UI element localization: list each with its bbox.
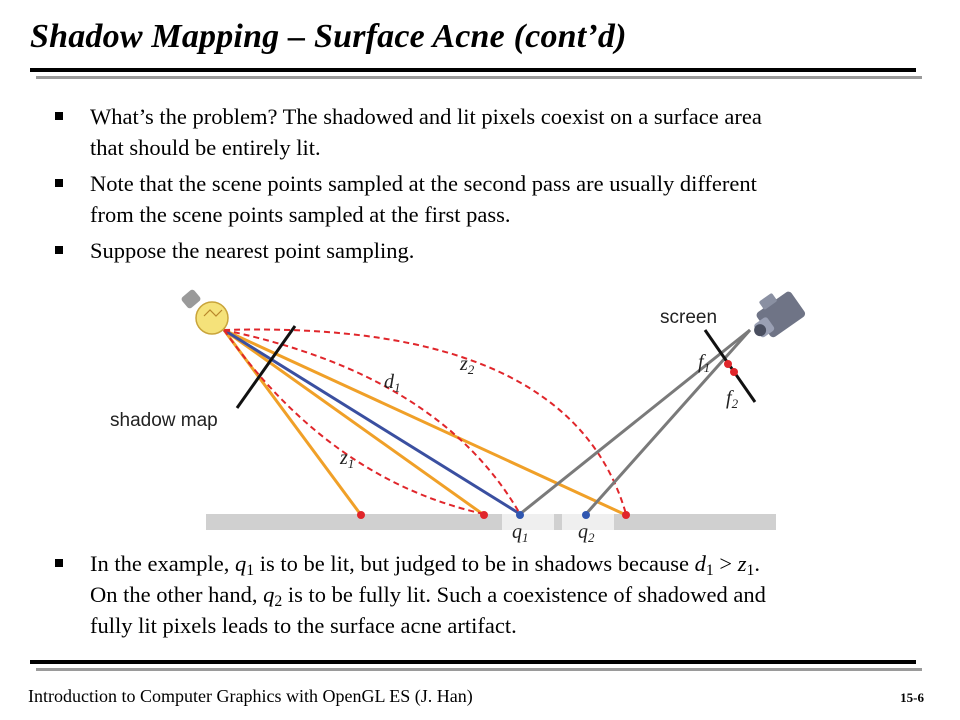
floor-point-red <box>480 511 488 519</box>
label-shadow-map: shadow map <box>110 410 218 431</box>
label-f2: $f_2$ <box>726 387 739 411</box>
label-z1: $z_1$ <box>340 447 355 471</box>
title-rule <box>30 68 922 82</box>
bottom-bullet-list <box>55 548 915 641</box>
floor-point-q2 <box>582 511 590 519</box>
camera-icon <box>741 284 806 346</box>
bullet-text: that should be entirely lit. <box>90 135 321 160</box>
label-q1: $q_1$ <box>512 521 529 545</box>
floor-surface <box>206 514 776 530</box>
bullet-text: Suppose the nearest point sampling. <box>90 238 415 263</box>
footer-course-title: Introduction to Computer Graphics with OpenGL ES (J. Han) <box>28 686 473 706</box>
bullet-problem <box>55 101 915 163</box>
bullet-text-line: On the other hand, $q_2$ is to be fully lit. Such a coexistence of shadowed and <box>90 582 766 610</box>
bullet-suppose <box>55 235 915 266</box>
footer-rule <box>30 660 922 674</box>
bullet-text: What’s the problem? The shadowed and lit pixels coexist on a surface area <box>90 104 762 129</box>
screen-point-f2 <box>730 368 738 376</box>
top-bullet-list <box>55 101 915 271</box>
camera-ray-gray <box>520 330 750 514</box>
floor-point-red <box>622 511 630 519</box>
floor-point-red <box>357 511 365 519</box>
light-ray-blue <box>224 330 520 514</box>
label-f1: $f_1$ <box>698 351 711 375</box>
slide-title: Shadow Mapping – Surface Acne (cont’d) <box>30 18 627 55</box>
bullet-marker <box>55 246 63 254</box>
shadow-mapping-diagram <box>100 280 820 545</box>
bullet-text: Note that the scene points sampled at the second pass are usually different <box>90 171 757 196</box>
light-ray-orange <box>224 330 626 515</box>
label-q2: $q_2$ <box>578 521 595 545</box>
label-d1: $d_1$ <box>384 371 401 395</box>
bullet-note <box>55 168 915 230</box>
footer-page-number: 15-6 <box>900 690 924 705</box>
screen-point-f1 <box>724 360 732 368</box>
bullet-example <box>55 548 915 641</box>
bullet-text: from the scene points sampled at the first pass. <box>90 202 511 227</box>
floor-highlight-q1 <box>502 514 554 530</box>
bullet-text-line: In the example, $q_1$ is to be lit, but judged to be in shadows because $d_1 > z_1$. <box>90 551 760 579</box>
label-z2: $z_2$ <box>460 353 475 377</box>
bullet-marker <box>55 112 63 120</box>
bullet-marker <box>55 179 63 187</box>
floor-point-q1 <box>516 511 524 519</box>
light-ray-orange <box>224 330 484 515</box>
bullet-text-line: fully lit pixels leads to the surface acne artifact. <box>90 613 517 638</box>
label-screen: screen <box>660 307 718 328</box>
light-bulb-icon <box>180 288 228 334</box>
bullet-marker <box>55 559 63 567</box>
